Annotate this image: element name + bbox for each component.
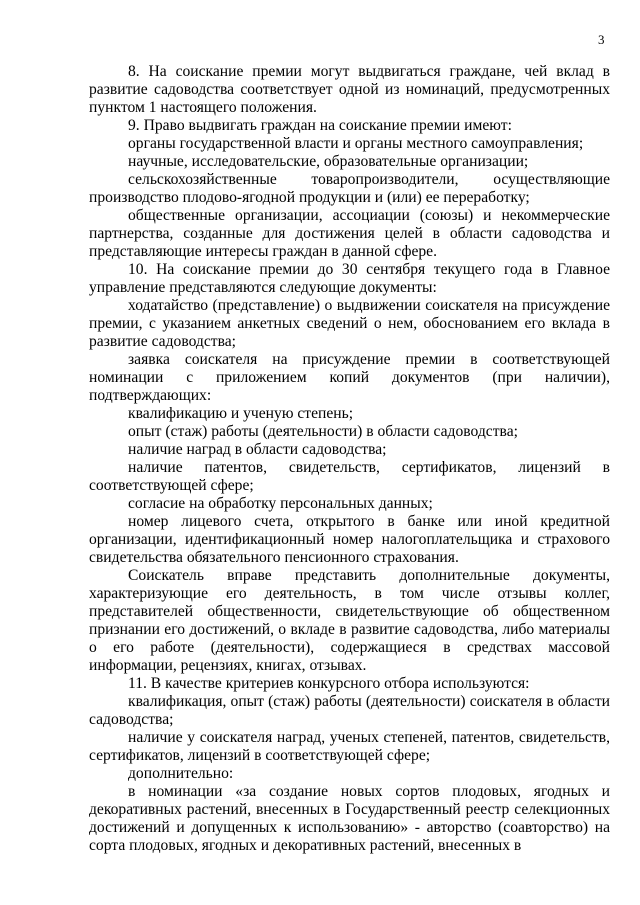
list-item: номер лицевого счета, открытого в банке или иной кредитной организации, идентификационный номер налогоплательщика и страхового свидетельства обязательного пенсионного страхования. [89, 513, 610, 566]
list-item: квалификацию и ученую степень; [128, 405, 354, 422]
paragraph-8: 8. На соискание премии могут выдвигаться граждане, чей вклад в развитие садоводства соответствует одной из номинаций, предусмотренных пунктом 1 настоящего положения. [89, 63, 610, 116]
list-item: в номинации «за создание новых сортов плодовых, ягодных и декоративных растений, внесенных в Государственный реестр селекционных достижений и допущенных к использованию» - авторство (соавторство) на сорта плодовых, ягодных и декоративных растений, внесенных в [89, 783, 610, 854]
list-item: сельскохозяйственные товаропроизводители, осуществляющие производство плодово-ягодной продукции и (или) ее переработку; [89, 171, 610, 206]
list-item: согласие на обработку персональных данных; [128, 495, 433, 512]
list-item: органы государственной власти и органы местного самоуправления; [128, 135, 584, 152]
list-item: опыт (стаж) работы (деятельности) в области садоводства; [128, 423, 518, 440]
list-item: квалификация, опыт (стаж) работы (деятельности) соискателя в области садоводства; [89, 693, 610, 728]
list-item: научные, исследовательские, образовательные организации; [128, 153, 529, 170]
list-item: общественные организации, ассоциации (союзы) и некоммерческие партнерства, созданные для достижения целей в области садоводства и представляющие интересы граждан в данной сфере. [89, 207, 610, 260]
page-number: 3 [598, 32, 605, 47]
paragraph-10-heading: 10. На соискание премии до 30 сентября текущего года в Главное управление представляются следующие документы: [89, 261, 610, 296]
list-item: ходатайство (представление) о выдвижении соискателя на присуждение премии, с указанием анкетных сведений о нем, обоснованием его вклада в развитие садоводства; [89, 297, 610, 350]
list-item: наличие наград в области садоводства; [128, 441, 387, 458]
list-item: заявка соискателя на присуждение премии в соответствующей номинации с приложением копий документов (при наличии), подтверждающих: [89, 351, 610, 404]
paragraph-9-heading: 9. Право выдвигать граждан на соискание премии имеют: [128, 117, 512, 134]
list-item: наличие патентов, свидетельств, сертификатов, лицензий в соответствующей сфере; [89, 459, 610, 494]
document-body [89, 63, 610, 855]
paragraph-11-heading: 11. В качестве критериев конкурсного отбора используются: [128, 675, 530, 692]
list-item: наличие у соискателя наград, ученых степеней, патентов, свидетельств, сертификатов, лицензий в соответствующей сфере; [89, 729, 610, 764]
list-item: дополнительно: [128, 765, 234, 782]
paragraph-additional-documents: Соискатель вправе представить дополнительные документы, характеризующие его деятельность, в том числе отзывы коллег, представителей общественности, свидетельствующие об общественном признании его достижений, о вкладе в развитие садоводства, либо материалы о его работе (деятельности), содержащиеся в средствах массовой информации, рецензиях, книгах, отзывах. [89, 567, 610, 674]
